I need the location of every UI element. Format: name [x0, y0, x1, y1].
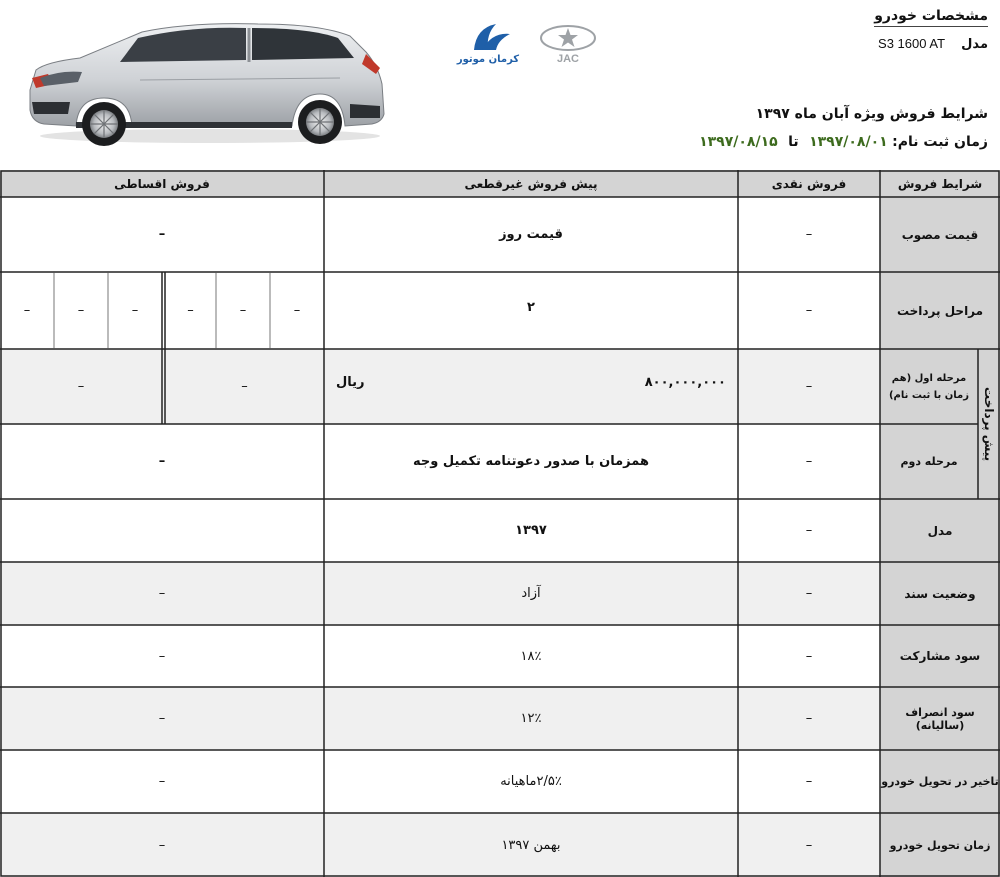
presale-participation-profit: ۱۸٪: [520, 648, 542, 664]
cash-stage1: –: [805, 379, 813, 394]
cash-delivery-delay: –: [805, 774, 813, 789]
registration-period: [699, 134, 988, 150]
installment-participation-profit: –: [158, 648, 166, 664]
prepayment-label-cell: [978, 349, 1000, 499]
installment-stage1-cell: –: [241, 379, 248, 394]
presale-approved-price: قیمت روز: [499, 227, 563, 242]
installment-model: [0, 499, 324, 562]
installment-stage-cell: –: [77, 303, 85, 318]
row-label-cancellation-profit: سود انصراف (سالیانه): [905, 705, 975, 732]
row-label-delivery-delay: تاخیر در تحویل خودرو: [881, 775, 999, 788]
cash-cancellation-profit: –: [805, 711, 813, 726]
installment-cancellation-profit: –: [158, 711, 166, 726]
installment-stage2: –: [158, 454, 166, 469]
sales-conditions-table: [0, 170, 1000, 877]
model-line: [878, 36, 988, 52]
col-presale: پیش فروش غیرقطعی: [464, 176, 598, 191]
row-label-stage2: مرحله دوم: [900, 455, 958, 468]
presale-stage2: همزمان با صدور دعوتنامه تکمیل وجه: [413, 454, 649, 469]
installment-stage-cell: –: [131, 303, 139, 318]
row-label-model: مدل: [927, 523, 953, 538]
car-image: [20, 18, 390, 146]
installment-stage-cell: –: [187, 303, 194, 318]
installment-delivery-delay: –: [158, 774, 166, 789]
presale-stage1-amount: ۸۰۰,۰۰۰,۰۰۰: [644, 375, 726, 390]
cash-model: –: [805, 523, 813, 538]
installment-stage-cell: –: [23, 303, 31, 318]
row-label-approved-price: قیمت مصوب: [901, 227, 979, 242]
conditions-title: شرایط فروش ویژه آبان ماه ۱۳۹۷: [755, 106, 988, 122]
spec-title: مشخصات خودرو: [874, 8, 988, 27]
row-label-delivery-time: زمان تحویل خودرو: [889, 838, 991, 852]
installment-delivery-time: –: [158, 837, 166, 853]
registration-from: ۱۳۹۷/۰۸/۰۱: [809, 134, 888, 150]
installment-approved-price: –: [158, 227, 166, 242]
installment-stage1-cell: –: [77, 379, 85, 394]
col-conditions: شرایط فروش: [897, 176, 983, 191]
presale-document-status: آزاد: [521, 586, 541, 601]
installment-document-status: –: [158, 586, 166, 601]
svg-text:JAC: JAC: [556, 53, 580, 65]
cash-delivery-time: –: [805, 837, 813, 853]
presale-cancellation-profit: ۱۲٪: [520, 711, 542, 726]
cash-document-status: –: [805, 586, 813, 601]
cash-participation-profit: –: [805, 648, 813, 664]
row-label-stage1: مرحله اول (هم زمان با ثبت نام): [888, 372, 970, 401]
installment-stage-cell: –: [293, 303, 301, 318]
installment-stage-cell: –: [239, 303, 247, 318]
cash-payment-stages: –: [805, 303, 813, 318]
cash-approved-price: –: [805, 227, 813, 242]
presale-model: ۱۳۹۷: [515, 523, 547, 538]
row-label-participation-profit: سود مشارکت: [899, 649, 981, 663]
kerman-motor-logo: [452, 20, 524, 66]
col-installment: فروش اقساطی: [114, 176, 210, 191]
jac-logo: [535, 24, 601, 66]
presale-payment-stages: ۲: [527, 300, 535, 315]
model-value: S3 1600 AT: [878, 36, 946, 51]
registration-to-word: تا: [788, 134, 799, 150]
row-label-payment-stages: مراحل پرداخت: [896, 303, 984, 318]
prepayment-label: پیش پرداخت: [982, 386, 996, 462]
registration-label: زمان ثبت نام:: [892, 134, 988, 150]
cash-stage2: –: [805, 454, 813, 469]
presale-stage1: [324, 349, 738, 424]
row-label-document-status: وضعیت سند: [904, 586, 976, 601]
svg-text:کرمان موتور: کرمان موتور: [456, 54, 520, 65]
presale-stage1-unit: ریال: [336, 375, 365, 390]
registration-to: ۱۳۹۷/۰۸/۱۵: [699, 134, 778, 150]
presale-delivery-delay: ۲/۵٪ماهیانه: [500, 774, 562, 789]
model-label: مدل: [961, 37, 988, 52]
header: [0, 0, 1000, 170]
col-cash: فروش نقدی: [771, 176, 847, 191]
presale-delivery-time: بهمن ۱۳۹۷: [501, 837, 561, 853]
